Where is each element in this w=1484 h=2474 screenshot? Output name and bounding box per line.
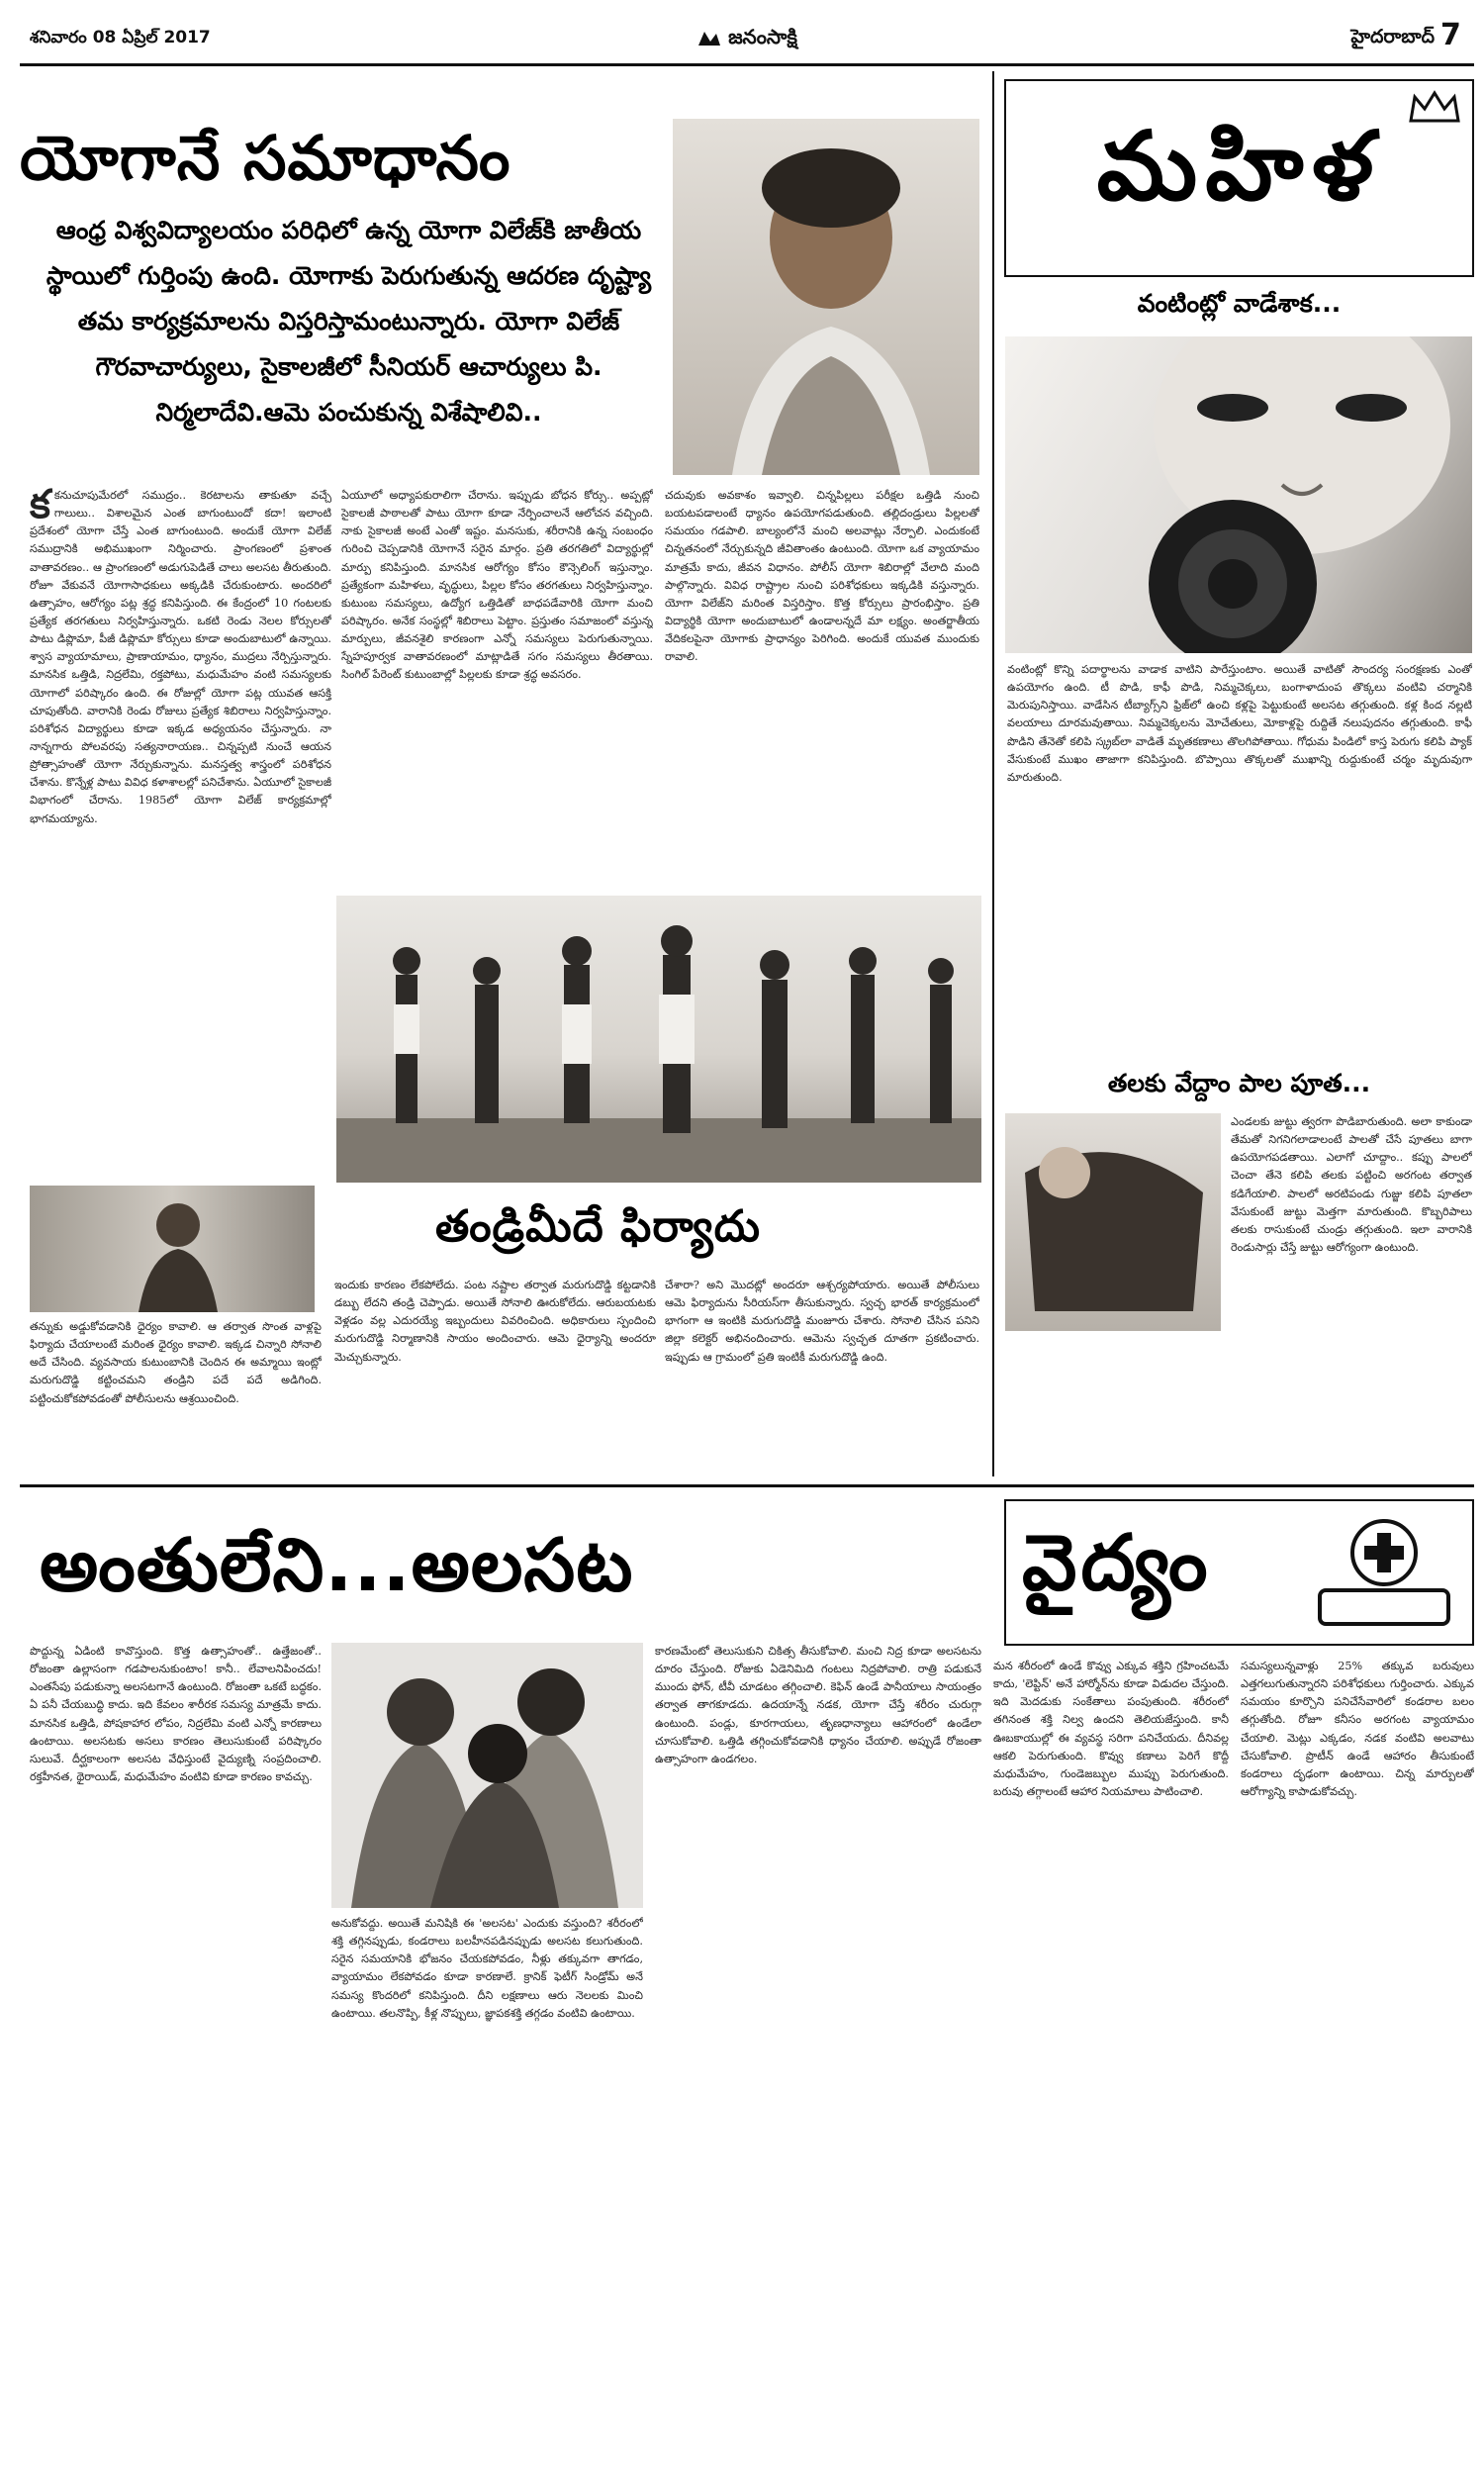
yoga-class-photo — [336, 896, 981, 1183]
mahila-subhead-2: తలకు వేద్దాం పాల పూత... — [1107, 1069, 1371, 1097]
vaidyam-col-1: మన శరీరంలో ఉండే కొవ్వు ఎక్కువ శక్తిని గ్రహించటమే కాదు, 'లెప్టిన్' అనే హార్మోన్‌ను కూడా విడుదల చేస్తుంది. ఇది మెదడుకు సంకేతాలు పంపుతుంది. శరీరంలో తగినంత శక్తి నిల్వ ఉందని తెలియజేస్తుంది. కానీ ఊబకాయుల్లో ఈ వ్యవస్థ సరిగా పనిచేయదు. దీనివల్ల ఆకలి పెరుగుతుంది. కొవ్వు కణాలు పెరిగే కొద్దీ మధుమేహం, గుండెజబ్బుల ముప్పు పెరుగుతుంది. బరువు తగ్గాలంటే ఆహార నియమాలు పాటించాలి. — [993, 1660, 1229, 1798]
page-number: 7 — [1440, 18, 1461, 52]
vaidyam-banner — [1004, 1499, 1474, 1646]
header-rule — [20, 63, 1474, 66]
paper-name: జనంసాక్షి — [728, 24, 797, 48]
portrait-photo — [673, 119, 979, 475]
mahila-subhead: వంటింట్లో వాడేశాక... — [1137, 289, 1342, 318]
girl-photo — [30, 1186, 315, 1312]
vaidyam-col-2: సమస్యలున్నవాళ్లు 25% తక్కువ బరువులు ఎత్తగలుగుతున్నారని పరిశోధకులు గుర్తించారు. ఎక్కువ సమయం కూర్చొని పనిచేసేవారిలో కండరాల బలం తగ్గుతోంది. రోజూ కనీసం అరగంట వ్యాయామం చేయాలి. మెట్లు ఎక్కడం, నడక వంటివి అలవాటు చేసుకోవాలి. ప్రొటీన్ ఉండే ఆహారం తీసుకుంటే కండరాలు దృఢంగా ఉంటాయి. చిన్న మార్పులతో ఆరోగ్యాన్ని కాపాడుకోవచ్చు. — [1241, 1660, 1474, 1798]
fatigue-col-2: అనుకోవద్దు. అయితే మనిషికి ఈ 'అలసట' ఎందుకు వస్తుంది? శరీరంలో శక్తి తగ్గినప్పుడు, కండరాలు బలహీనపడినప్పుడు అలసట కలుగుతుంది. సరైన సమయానికి భోజనం చేయకపోవడం, నీళ్లు తక్కువగా తాగడం, వ్యాయామం లేకపోవడం కూడా కారణాలే. క్రానిక్ ఫెటీగ్ సిండ్రోమ్ అనే సమస్య కొందరిలో కనిపిస్తుంది. దీని లక్షణాలు ఆరు నెలలకు మించి ఉంటాయి. తలనొప్పి, కీళ్ల నొప్పులు, జ్ఞాపకశక్తి తగ్గడం వంటివి ఉంటాయి. — [331, 1917, 643, 2020]
yoga-people-icon — [336, 896, 981, 1183]
face-rose-photo — [1005, 336, 1472, 653]
mahila-banner — [1004, 79, 1474, 277]
yoga-intro: ఆంధ్ర విశ్వవిద్యాలయం పరిధిలో ఉన్న యోగా విలేజ్‌కి జాతీయ స్థాయిలో గుర్తింపు ఉంది. యోగాకు పెరుగుతున్న ఆదరణ దృష్ట్యా తమ కార్యక్రమాలను విస్తరిస్తామంటున్నారు. యోగా విలేజ్ గౌరవాచార్యులు, సైకాలజీలో సీనియర్ ఆచార్యులు పి. నిర్మలాదేవి.ఆమె పంచుకున్న విశేషాలివి.. — [46, 216, 652, 427]
crown-icon — [1409, 89, 1460, 125]
father-col-1: తన్నుకు అడ్డుకోవడానికి ధైర్యం కావాలి. ఆ తర్వాత సొంత వాళ్లపై ఫిర్యాదు చేయాలంటే మరింత ధైర్యం కావాలి. ఇక్కడ చిన్నారి సోనాలి అదే చేసింది. వ్యవసాయ కుటుంబానికి చెందిన ఈ అమ్మాయి ఇంట్లో మరుగుదొడ్డి కట్టించమని తండ్రిని పదే పదే అడిగింది. పట్టించుకోకపోవడంతో పోలీసులను ఆశ్రయించింది. — [30, 1320, 322, 1405]
vaidyam-banner-text: వైద్యం — [1022, 1518, 1212, 1608]
yoga-col-2: ఏయూలో అధ్యాపకురాలిగా చేరాను. ఇప్పుడు బోధన కోర్సు.. అప్పట్లో సైకాలజీ పాఠాలతో పాటు యోగా కూడా నేర్పించాలనే ఆలోచన వచ్చింది. నాకు సైకాలజీ అంటే ఎంతో ఇష్టం. మనసుకు, శరీరానికి ఉన్న సంబంధం గురించి చెప్పడానికి యోగానే సరైన మార్గం. ప్రతి తరగతిలో విద్యార్థుల్లో మార్పు కనిపిస్తుంది. మానసిక ఆరోగ్యం కోసం కౌన్సెలింగ్ ఇస్తున్నాం. ప్రత్యేకంగా మహిళలు, వృద్ధులు, పిల్లల కోసం తరగతులు నిర్వహిస్తున్నాం. కుటుంబ సమస్యలు, ఉద్యోగ ఒత్తిడితో బాధపడేవారికి యోగా మంచి పరిష్కారం. అనేక సంస్థల్లో శిబిరాలు పెట్టాం. ప్రస్తుతం సమాజంలో వస్తున్న మార్పులు, జీవనశైలి కారణంగా ఎన్నో సమస్యలు పెరుగుతున్నాయి. స్నేహపూర్వక వాతావరణంలో మాట్లాడితే సగం సమస్యలు తీరతాయి. సింగిల్ పేరెంట్ కుటుంబాల్లో పిల్లలకు కూడా శ్రద్ధ అవసరం. — [341, 489, 653, 682]
medicine-icon — [1310, 1513, 1458, 1632]
father-col-2: ఇందుకు కారణం లేకపోలేదు. పంట నష్టాల తర్వాత మరుగుదొడ్డి కట్టడానికి డబ్బు లేదని తండ్రి చెప్పాడు. అయితే సోనాలి ఊరుకోలేదు. ఆరుబయటకు వెళ్లడం వల్ల ఎదురయ్యే ఇబ్బందులు వివరించింది. అధికారులు స్పందించి మరుగుదొడ్డి నిర్మాణానికి సాయం అందించారు. ఆమె ధైర్యాన్ని అందరూ మెచ్చుకున్నారు. — [334, 1279, 656, 1364]
yoga-col-1 — [30, 487, 331, 1178]
mahila-banner-text: మహిళ — [1096, 111, 1382, 222]
fatigue-col-3: కారణమేంటో తెలుసుకుని చికిత్స తీసుకోవాలి. మంచి నిద్ర కూడా అలసటను దూరం చేస్తుంది. రోజుకు ఏడెనిమిది గంటలు నిద్రపోవాలి. రాత్రి పడుకునే ముందు ఫోన్, టీవీ చూడటం తగ్గించాలి. కెఫిన్ ఉండే పానీయాలు సాయంత్రం తర్వాత తాగకూడదు. ఉదయాన్నే నడక, యోగా చేస్తే శరీరం చురుగ్గా ఉంటుంది. పండ్లు, కూరగాయలు, తృణధాన్యాలు ఆహారంలో ఉండేలా చూసుకోవాలి. ఒత్తిడి తగ్గించుకోవడానికి ధ్యానం చేయాలి. అప్పుడే రోజంతా ఉత్సాహంగా ఉండగలం. — [655, 1645, 981, 1765]
hair-wash-icon — [1005, 1113, 1221, 1331]
header-city: హైదరాబాద్ — [1350, 26, 1435, 48]
father-story-title: తండ్రిమీదే ఫిర్యాదు — [435, 1201, 761, 1252]
face-rose-icon — [1005, 336, 1472, 653]
yoga-title: యోగానే సమాధానం — [20, 122, 511, 194]
mahila-body: వంటింట్లో కొన్ని పదార్థాలను వాడాక వాటిని పారేస్తుంటాం. అయితే వాటితో సౌందర్య సంరక్షణకు ఎంతో ఉపయోగం ఉంది. టీ పొడి, కాఫీ పొడి, నిమ్మచెక్కలు, బంగాళాదుంప తొక్కలు వంటివి చర్మానికి మెరుపునిస్తాయి. వాడేసిన టీబ్యాగ్స్‌ని ఫ్రిజ్‌లో ఉంచి కళ్లపై పెట్టుకుంటే అలసట తగ్గుతుంది. కళ్ల కింద నల్లటి వలయాలు దూరమవుతాయి. నిమ్మచెక్కలను మోచేతులు, మోకాళ్లపై రుద్దితే నలుపుదనం తగ్గుతుంది. కాఫీ పొడిని తేనెతో కలిపి స్క్రబ్‌లా వాడితే మృతకణాలు తొలగిపోతాయి. గోధుమ పిండిలో కాస్త పెరుగు కలిపి ప్యాక్ వేసుకుంటే ముఖం తాజాగా కనిపిస్తుంది. బొప్పాయి తొక్కలతో ముఖాన్ని రుద్దుకుంటే చర్మం మృదువుగా మారుతుంది. — [1007, 663, 1472, 784]
fatigue-title: అంతులేని...అలసట — [40, 1523, 634, 1608]
masthead — [653, 22, 841, 55]
dropcap: క — [30, 487, 50, 527]
column-divider — [992, 71, 994, 1476]
yoga-col-3: చదువుకు అవకాశం ఇవ్వాలి. చిన్నపిల్లలు పరీక్షల ఒత్తిడి నుంచి బయటపడాలంటే ధ్యానం ఉపయోగపడుతుంది. తల్లిదండ్రులు పిల్లలతో సమయం గడపాలి. బాల్యంలోనే మంచి అలవాట్లు నేర్పాలి. ఎందుకంటే చిన్నతనంలో నేర్చుకున్నది జీవితాంతం ఉంటుంది. యోగా ఒక వ్యాయామం మాత్రమే కాదు, జీవన విధానం. పోలీస్ యోగా శిబిరాల్లో వేలాది మంది పాల్గొన్నారు. వివిధ రాష్ట్రాల నుంచి పరిశోధకులు ఇక్కడికి వస్తున్నారు. యోగా విలేజ్‌ని మరింత విస్తరిస్తాం. కొత్త కోర్సులు ప్రారంభిస్తాం. ప్రతి విద్యార్థికి యోగా అందుబాటులో ఉండాలన్నదే మా లక్ష్యం. అంతర్జాతీయ వేదికలపైనా యోగాకు ప్రాధాన్యం పెరిగింది. అందుకే యువత ముందుకు రావాలి. — [665, 489, 979, 664]
yoga-col-1-text: కనుచూపుమేరలో సముద్రం.. కెరటాలను తాకుతూ వచ్చే గాలులు.. విశాలమైన ఎంత బాగుంటుందో కదా! ఇలాంటి ప్రదేశంలో యోగా చేస్తే ఎంత బాగుంటుంది. అందుకే యోగా విలేజ్ సముద్రానికి అభిముఖంగా నిర్మించారు. ప్రాంగణంలో ప్రశాంత వాతావరణం.. ఆ ప్రాంగణంలో అడుగుపెడితే చాలు అలసట తీరుతుంది. రోజూ వేకువనే యోగాసాధకులు అక్కడికి చేరుకుంటారు. అందరిలో ఉత్సాహం, ఆరోగ్యం పట్ల శ్రద్ధ కనిపిస్తుంది. ఈ కేంద్రంలో 10 గంటలకు ప్రత్యేక తరగతులు నిర్వహిస్తున్నారు. ఒకటి రెండు నెలల కోర్సులతో పాటు డిప్లొమా, పీజీ డిప్లొమా కోర్సులు కూడా అందుబాటులో ఉన్నాయి. శ్వాస వ్యాయామాలు, ప్రాణాయామం, ధ్యానం, ముద్రలు నేర్పిస్తున్నారు. మానసిక ఒత్తిడి, నిద్రలేమి, రక్తపోటు, మధుమేహం వంటి సమస్యలకు యోగాలో పరిష్కారం ఉంది. ఈ రోజుల్లో యోగా పట్ల యువత ఆసక్తి చూపుతోంది. వారానికి రెండు రోజులు ప్రత్యేక శిబిరాలు నిర్వహిస్తున్నాం. పరిశోధన విద్యార్థులు కూడా ఇక్కడ అధ్యయనం చేస్తున్నారు. నా నాన్నగారు పోలవరపు సత్యనారాయణ.. చిన్నప్పటి నుంచే ఆయన ప్రోత్సాహంతో యోగా నేర్చుకున్నాను. మనస్తత్వ శాస్త్రంలో పరిశోధన చేశాను. కొన్నేళ్ల పాటు వివిధ కళాశాలల్లో పనిచేశాను. ఏయూలో సైకాలజీ విభాగంలో చేరాను. 1985లో యోగా విలేజ్ కార్యక్రమాల్లో భాగమయ్యాను. — [30, 489, 331, 825]
section-divider — [20, 1484, 1474, 1487]
woman-portrait-icon — [673, 119, 979, 475]
hair-wash-photo — [1005, 1113, 1221, 1331]
tired-people-illustration — [331, 1643, 643, 1908]
header-date: శనివారం 08 ఏప్రిల్ 2017 — [30, 28, 211, 48]
fatigue-col-1: పొద్దున్న ఏడింటి కావొస్తుంది. కొత్త ఉత్సాహంతో.. ఉత్తేజంతో.. రోజంతా ఉల్లాసంగా గడపాలనుకుంటాం! కానీ.. లేవాలనిపించదు! ఎంతసేపు పడుకున్నా అలసటగానే ఉంటుంది. రోజంతా ఒకటే బద్ధకం. ఏ పనీ చేయబుద్ధి కాదు. ఇది కేవలం శారీరక సమస్య మాత్రమే కాదు. మానసిక ఒత్తిడి, పోషకాహార లోపం, నిద్రలేమి వంటి ఎన్నో కారణాలు ఉంటాయి. అలసటకు అసలు కారణం తెలుసుకుంటే పరిష్కారం సులువే. దీర్ఘకాలంగా అలసట వేధిస్తుంటే వైద్యుణ్ని సంప్రదించాలి. రక్తహీనత, థైరాయిడ్, మధుమేహం వంటివి కూడా కారణం కావచ్చు. — [30, 1645, 322, 1783]
girl-portrait-icon — [30, 1186, 315, 1312]
paper-logo-icon — [696, 28, 722, 49]
mahila-body-2: ఎండలకు జుట్టు త్వరగా పొడిబారుతుంది. అలా కాకుండా తేమతో నిగనిగలాడాలంటే పాలతో చేసే పూతలు బాగా ఉపయోగపడతాయి. ఎలాగో చూద్దాం.. కప్పు పాలలో చెంచా తేనె కలిపి తలకు పట్టించి అరగంట తర్వాత కడిగేయాలి. పాలలో అరటిపండు గుజ్జు కలిపి పూతలా వేసుకుంటే జుట్టు మెత్తగా మారుతుంది. కొబ్బరిపాలు తలకు రాసుకుంటే చుండ్రు తగ్గుతుంది. ఇలా వారానికి రెండుసార్లు చేస్తే జుట్టు ఆరోగ్యంగా ఉంటుంది. — [1231, 1115, 1472, 1254]
tired-people-icon — [331, 1643, 643, 1908]
father-col-3: చేశారా? అని మొదట్లో అందరూ ఆశ్చర్యపోయారు. అయితే పోలీసులు ఆమె ఫిర్యాదును సీరియస్‌గా తీసుకున్నారు. స్వచ్ఛ భారత్ కార్యక్రమంలో భాగంగా ఆ ఇంటికి మరుగుదొడ్డి మంజూరు చేశారు. సోనాలి చేసిన పనిని జిల్లా కలెక్టర్ అభినందించారు. ఆమెను స్వచ్ఛత దూతగా ప్రకటించారు. ఇప్పుడు ఆ గ్రామంలో ప్రతి ఇంటికీ మరుగుదొడ్డి ఉంది. — [665, 1279, 979, 1364]
